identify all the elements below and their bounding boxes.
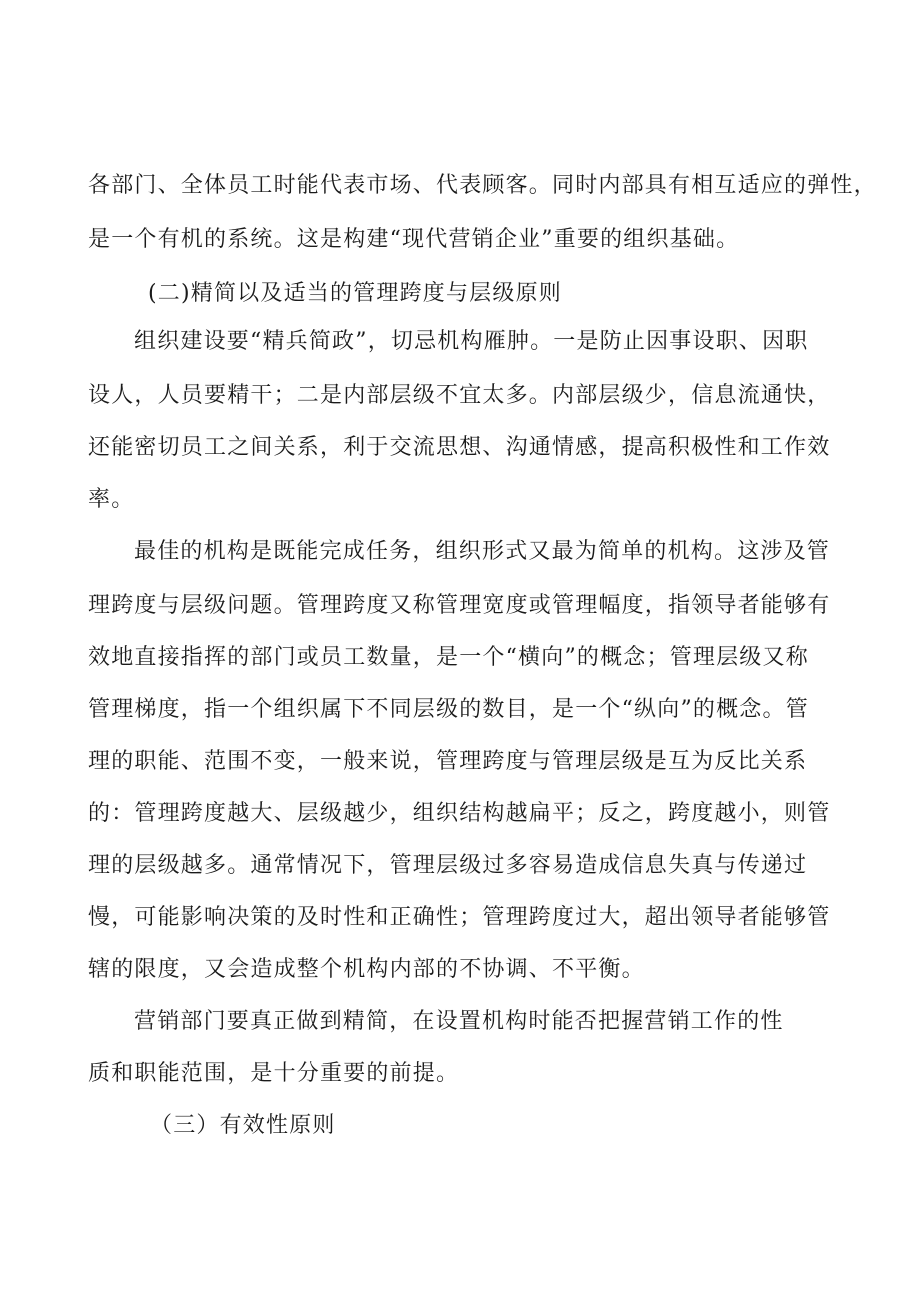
paragraph-line: 是一个有机的系统。这是构建“现代营销企业”重要的组织基础。 [88, 227, 740, 252]
paragraph-line: 效地直接指挥的部门或员工数量，是一个“横向”的概念；管理层级又称 [88, 645, 809, 670]
paragraph-line: 营销部门要真正做到精简，在设置机构时能否把握营销工作的性 [134, 1009, 784, 1034]
paragraph-line: 慢，可能影响决策的及时性和正确性；管理跨度过大，超出领导者能够管 [88, 905, 831, 930]
paragraph-line: 各部门、全体员工时能代表市场、代表顾客。同时内部具有相互适应的弹性， [88, 173, 877, 198]
paragraph-line: 管理梯度，指一个组织属下不同层级的数目，是一个“纵向”的概念。管 [88, 697, 809, 722]
paragraph-line: 质和职能范围，是十分重要的前提。 [88, 1061, 460, 1086]
paragraph-line: 最佳的机构是既能完成任务，组织形式又最为简单的机构。这涉及管 [134, 539, 831, 564]
paragraph-line: 的：管理跨度越大、层级越少，组织结构越扁平；反之，跨度越小，则管 [88, 801, 831, 826]
paragraph-line: 辖的限度，又会造成整个机构内部的不协调、不平衡。 [88, 957, 645, 982]
paragraph-line: 理的层级越多。通常情况下，管理层级过多容易造成信息失真与传递过 [88, 853, 808, 878]
paragraph-line: 组织建设要“精兵简政”，切忌机构雁肿。一是防止因事设职、因职 [134, 329, 809, 354]
paragraph-line: 设人，人员要精干；二是内部层级不宜太多。内部层级少，信息流通快， [88, 383, 831, 408]
section-heading: （三）有效性原则 [150, 1113, 336, 1138]
paragraph-line: 理的职能、范围不变，一般来说，管理跨度与管理层级是互为反比关系 [88, 749, 808, 774]
paragraph-line: 还能密切员工之间关系，利于交流思想、沟通情感，提高积极性和工作效 [88, 435, 831, 460]
section-heading: (二)精简以及适当的管理跨度与层级原则 [148, 281, 562, 306]
paragraph-line: 理跨度与层级问题。管理跨度又称管理宽度或管理幅度，指领导者能够有 [88, 593, 831, 618]
paragraph-line: 率。 [88, 487, 135, 512]
